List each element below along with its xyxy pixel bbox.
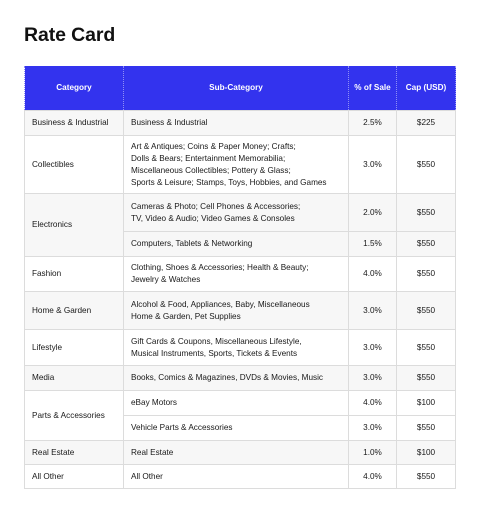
sub-category-line: Art & Antiques; Coins & Paper Money; Crafts; bbox=[131, 141, 296, 151]
category-cell: Collectibles bbox=[25, 136, 124, 194]
sub-category-line: Jewelry & Watches bbox=[131, 275, 201, 284]
page-title: Rate Card bbox=[24, 24, 116, 46]
column-header-percent-of-sale: % of Sale bbox=[349, 66, 397, 111]
percent-of-sale-cell: 4.0% bbox=[349, 257, 397, 292]
sub-category-line: Cameras & Photo; Cell Phones & Accessories; bbox=[131, 201, 301, 211]
category-cell: Fashion bbox=[25, 257, 124, 292]
sub-category-cell bbox=[124, 111, 349, 136]
column-header-category: Category bbox=[25, 66, 124, 111]
sub-category-cell bbox=[124, 232, 349, 257]
percent-of-sale-cell: 1.5% bbox=[349, 232, 397, 257]
table-row bbox=[25, 465, 456, 489]
sub-category-line: Books, Comics & Magazines, DVDs & Movies, Music bbox=[131, 373, 324, 382]
header-row bbox=[25, 66, 456, 111]
percent-of-sale-cell: 3.0% bbox=[349, 330, 397, 366]
table-row bbox=[25, 292, 456, 330]
category-cell: Lifestyle bbox=[25, 330, 124, 366]
sub-category-cell bbox=[124, 330, 349, 366]
sub-category-line: Clothing, Shoes & Accessories; Health & Beauty; bbox=[131, 263, 309, 272]
cap-cell: $550 bbox=[397, 465, 456, 489]
cap-cell: $550 bbox=[397, 366, 456, 391]
table-row bbox=[25, 111, 456, 136]
sub-category-line: Business & Industrial bbox=[131, 118, 208, 127]
sub-category-line: Sports & Leisure; Stamps, Toys, Hobbies, and Games bbox=[131, 177, 327, 187]
category-cell: Parts & Accessories bbox=[25, 391, 124, 441]
sub-category-line: Home & Garden, Pet Supplies bbox=[131, 311, 241, 321]
sub-category-line: Miscellaneous Collectibles; Pottery & Glass; bbox=[131, 165, 291, 175]
cap-cell: $550 bbox=[397, 292, 456, 330]
category-cell: Business & Industrial bbox=[25, 111, 124, 136]
cap-cell: $550 bbox=[397, 232, 456, 257]
sub-category-line: Computers, Tablets & Networking bbox=[131, 239, 253, 248]
sub-category-line: Gift Cards & Coupons, Miscellaneous Lifestyle, bbox=[131, 336, 302, 346]
category-cell: Electronics bbox=[25, 194, 124, 257]
sub-category-cell bbox=[124, 416, 349, 441]
sub-category-line: Musical Instruments, Sports, Tickets & Events bbox=[131, 348, 298, 358]
table-row bbox=[25, 391, 456, 416]
cap-cell: $550 bbox=[397, 330, 456, 366]
percent-of-sale-cell: 3.0% bbox=[349, 366, 397, 391]
sub-category-line: TV, Video & Audio; Video Games & Consoles bbox=[131, 213, 295, 223]
cap-cell: $550 bbox=[397, 416, 456, 441]
cap-cell: $550 bbox=[397, 136, 456, 194]
table-row bbox=[25, 441, 456, 465]
table-row bbox=[25, 257, 456, 292]
table-body bbox=[25, 111, 456, 489]
sub-category-line: Dolls & Bears; Entertainment Memorabilia; bbox=[131, 153, 286, 163]
table-row bbox=[25, 194, 456, 232]
percent-of-sale-cell: 4.0% bbox=[349, 465, 397, 489]
sub-category-cell bbox=[124, 441, 349, 465]
sub-category-cell bbox=[124, 136, 349, 194]
category-cell: Media bbox=[25, 366, 124, 391]
column-header-cap: Cap (USD) bbox=[397, 66, 456, 111]
category-cell: Real Estate bbox=[25, 441, 124, 465]
sub-category-line: Vehicle Parts & Accessories bbox=[131, 423, 233, 432]
table-row bbox=[25, 366, 456, 391]
sub-category-line: Alcohol & Food, Appliances, Baby, Miscellaneous bbox=[131, 299, 310, 309]
cap-cell: $550 bbox=[397, 194, 456, 232]
cap-cell: $550 bbox=[397, 257, 456, 292]
percent-of-sale-cell: 3.0% bbox=[349, 292, 397, 330]
cap-cell: $100 bbox=[397, 441, 456, 465]
sub-category-cell bbox=[124, 194, 349, 232]
category-cell: All Other bbox=[25, 465, 124, 489]
table-row bbox=[25, 330, 456, 366]
sub-category-cell bbox=[124, 391, 349, 416]
table-row bbox=[25, 136, 456, 194]
cap-cell: $100 bbox=[397, 391, 456, 416]
percent-of-sale-cell: 3.0% bbox=[349, 416, 397, 441]
sub-category-line: eBay Motors bbox=[131, 398, 177, 407]
sub-category-cell bbox=[124, 292, 349, 330]
percent-of-sale-cell: 2.0% bbox=[349, 194, 397, 232]
category-cell: Home & Garden bbox=[25, 292, 124, 330]
sub-category-cell bbox=[124, 257, 349, 292]
sub-category-line: Real Estate bbox=[131, 447, 174, 457]
percent-of-sale-cell: 2.5% bbox=[349, 111, 397, 136]
rate-card-table bbox=[24, 66, 456, 489]
column-header-sub-category: Sub-Category bbox=[124, 66, 349, 111]
sub-category-line: All Other bbox=[131, 471, 163, 481]
sub-category-cell bbox=[124, 366, 349, 391]
cap-cell: $225 bbox=[397, 111, 456, 136]
sub-category-cell bbox=[124, 465, 349, 489]
percent-of-sale-cell: 1.0% bbox=[349, 441, 397, 465]
percent-of-sale-cell: 3.0% bbox=[349, 136, 397, 194]
table-header bbox=[25, 66, 456, 111]
percent-of-sale-cell: 4.0% bbox=[349, 391, 397, 416]
